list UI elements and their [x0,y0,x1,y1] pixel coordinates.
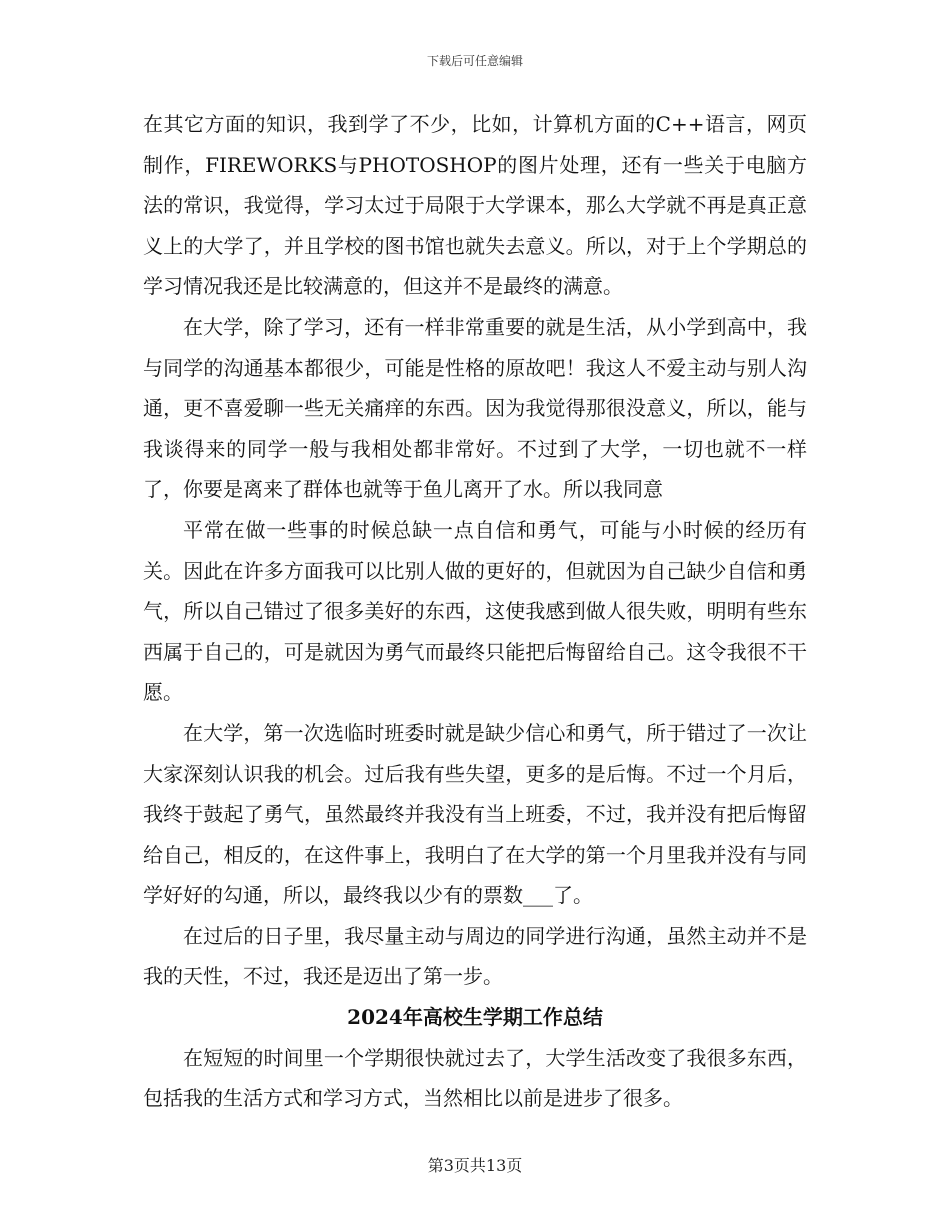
section-paragraph-1: 在短短的时间里一个学期很快就过去了，大学生活改变了我很多东西，包括我的生活方式和学习方式，当然相比以前是进步了很多。 [143,1045,807,1111]
section-title: 2024年高校生学期工作总结 [347,1005,603,1030]
body-paragraph-3: 平常在做一些事的时候总缺一点自信和勇气，可能与小时候的经历有关。因此在许多方面我可以比别人做的更好的，但就因为自己缺少自信和勇气，所以自己错过了很多美好的东西，这使我感到做人很失败，明明有些东西属于自己的，可是就因为勇气而最终只能把后悔留给自己。这令我很不干愿。 [143,517,807,705]
body-paragraph-2: 在大学，除了学习，还有一样非常重要的就是生活，从小学到高中，我与同学的沟通基本都很少，可能是性格的原故吧！我这人不爱主动与别人沟通，更不喜爱聊一些无关痛痒的东西。因为我觉得那很没意义，所以，能与我谈得来的同学一般与我相处都非常好。不过到了大学，一切也就不一样了，你要是离来了群体也就等于鱼儿离开了水。所以我同意 [143,314,807,502]
document-body [143,104,807,1119]
page-number-footer: 第3页共13页 [427,1156,523,1175]
body-paragraph-1: 在其它方面的知识，我到学了不少，比如，计算机方面的C++语言，网页制作，FIREWORKS与PHOTOSHOP的图片处理，还有一些关于电脑方法的常识，我觉得，学习太过于局限于大学课本，那么大学就不再是真正意义上的大学了，并且学校的图书馆也就失去意义。所以，对于上个学期总的学习情况我还是比较满意的，但这并不是最终的满意。 [143,112,807,299]
body-paragraph-5: 在过后的日子里，我尽量主动与周边的同学进行沟通，虽然主动并不是我的天性，不过，我还是迈出了第一步。 [143,923,807,989]
page-header: 下载后可任意编辑 [426,54,523,68]
body-paragraph-4: 在大学，第一次选临时班委时就是缺少信心和勇气，所于错过了一次让大家深刻认识我的机会。过后我有些失望，更多的是后悔。不过一个月后，我终于鼓起了勇气，虽然最终并我没有当上班委，不过，我并没有把后悔留给自己，相反的，在这件事上，我明白了在大学的第一个月里我并没有与同学好好的勾通，所以，最终我以少有的票数___了。 [143,720,807,908]
